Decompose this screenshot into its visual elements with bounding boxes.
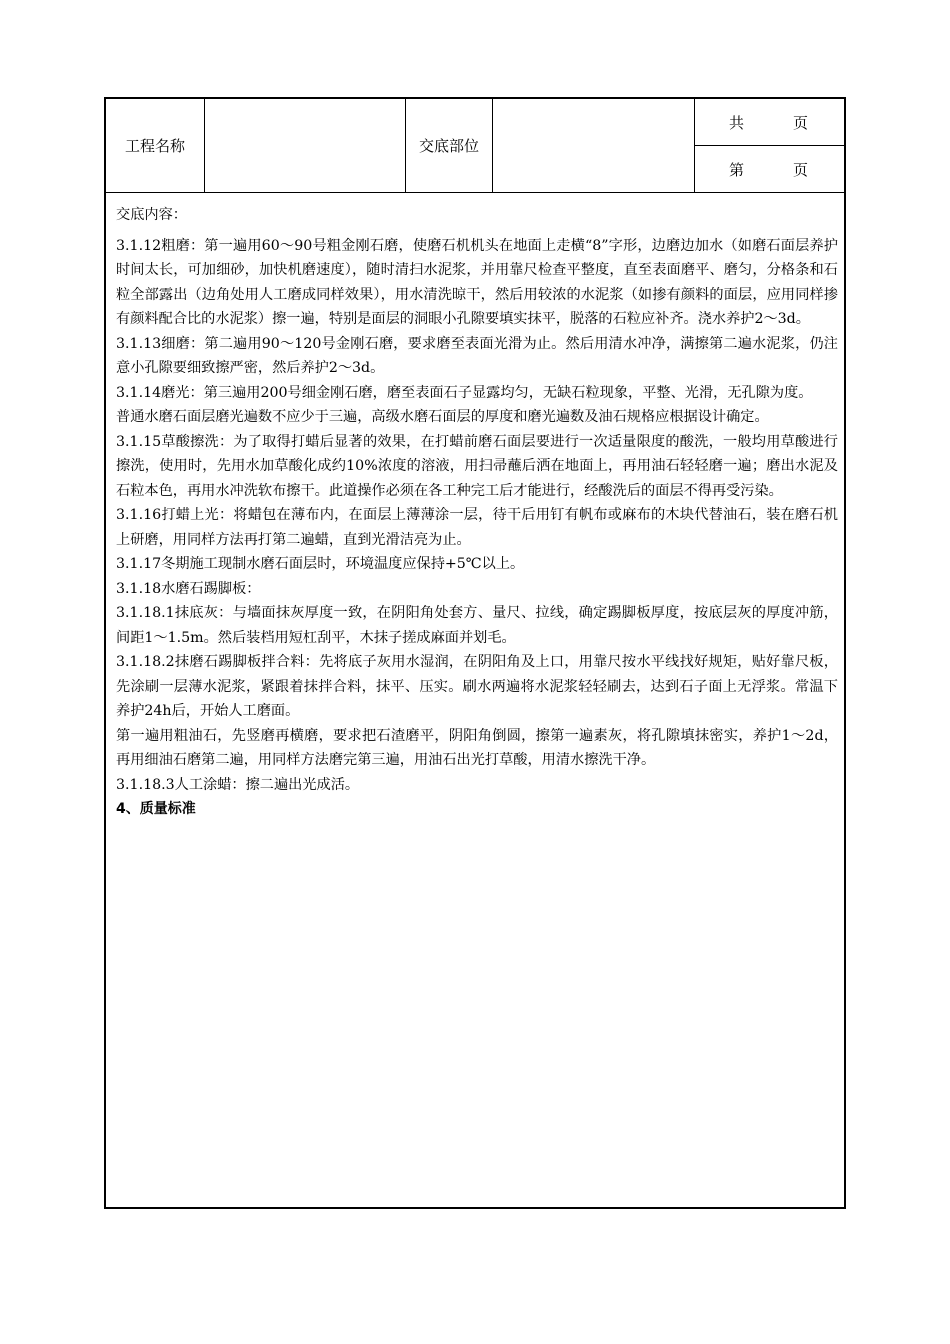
paragraph: 3.1.15草酸擦洗：为了取得打蜡后显著的效果，在打蜡前磨石面层要进行一次适量限度的酸洗，一般均用草酸进行擦洗，使用时，先用水加草酸化成约10%浓度的溶液，用扫帚蘸后洒在地面上，再用油石轻轻磨一遍；磨出水泥及石粒本色，再用水冲洗软布擦干。此道操作必须在各工种完工后才能进行，经酸洗后的面层不得再受污染。 (116, 433, 838, 499)
paragraph: 3.1.18.1抹底灰：与墙面抹灰厚度一致，在阴阳角处套方、量尺、拉线，确定踢脚板厚度，按底层灰的厚度冲筋，间距1～1.5m。然后装档用短杠刮平，木抹子搓成麻面并划毛。 (116, 605, 838, 646)
paragraph: 3.1.14磨光：第三遍用200号细金刚石磨，磨至表面石子显露均匀，无缺石粒现象，平整、光滑，无孔隙为度。 (116, 384, 813, 401)
project-name-value (205, 99, 405, 192)
page-number-cell (695, 146, 844, 192)
paragraph: 3.1.13细磨：第二遍用90～120号金刚石磨，要求磨至表面光滑为止。然后用清水冲净，满擦第二遍水泥浆，仍注意小孔隙要细致擦严密，然后养护2～3d。 (116, 335, 838, 376)
paragraph: 3.1.18.2抹磨石踢脚板拌合料：先将底子灰用水湿润，在阴阳角及上口，用靠尺按水平线找好规矩，贴好靠尺板，先涂刷一层薄水泥浆，紧跟着抹拌合料，抹平、压实。刷水两遍将水泥浆轻轻刷去，达到石子面上无浮浆。常温下养护24h后，开始人工磨面。 (116, 654, 838, 719)
disclosure-part-label: 交底部位 (418, 137, 479, 155)
paragraph: 3.1.12粗磨：第一遍用60～90号粗金刚石磨，使磨石机机头在地面上走横“8”字形，边磨边加水（如磨石面层养护时间太长，可加细砂，加快机磨速度），随时清扫水泥浆，并用靠尺检查平整度，直至表面磨平、磨匀，分格条和石粒全部露出（边角处用人工磨成同样效果），用水清洗晾干，然后用较浓的水泥浆（如掺有颜料的面层，应用同样掺有颜料配合比的水泥浆）擦一遍，特别是面层的洞眼小孔隙要填实抹平，脱落的石粒应补齐。浇水养护2～3d。 (116, 237, 838, 327)
page-number-unit: 页 (792, 160, 808, 179)
paragraph: 普通水磨石面层磨光遍数不应少于三遍，高级水磨石面层的厚度和磨光遍数及油石规格应根据设计确定。 (116, 409, 769, 425)
page-number-label: 第 (729, 160, 745, 179)
disclosure-part-value (493, 99, 694, 192)
paragraph: 第一遍用粗油石，先竖磨再横磨，要求把石渣磨平，阴阳角倒圆，擦第一遍素灰，将孔隙填抹密实，养护1～2d，再用细油石磨第二遍，用同样方法磨完第三遍，用油石出光打草酸，用清水擦洗干净。 (116, 727, 838, 768)
disclosure-content (116, 203, 838, 822)
disclosure-form (104, 97, 846, 1209)
total-pages-cell (695, 99, 844, 145)
paragraph: 3.1.18水磨石踢脚板： (116, 580, 261, 597)
paragraph: 3.1.18.3人工涂蜡：擦二遍出光成活。 (116, 776, 360, 793)
total-pages-unit: 页 (792, 113, 808, 132)
project-name-label: 工程名称 (124, 137, 185, 155)
content-lead: 交底内容： (116, 207, 187, 223)
form-header (106, 99, 844, 193)
section-heading: 4、质量标准 (116, 801, 196, 817)
paragraph: 3.1.16打蜡上光：将蜡包在薄布内，在面层上薄薄涂一层，待干后用钉有帆布或麻布的木块代替油石，装在磨石机上研磨，用同样方法再打第二遍蜡，直到光滑洁亮为止。 (116, 507, 838, 548)
paragraph: 3.1.17冬期施工现制水磨石面层时，环境温度应保持+5℃以上。 (116, 556, 525, 572)
total-pages-label: 共 (729, 113, 745, 132)
